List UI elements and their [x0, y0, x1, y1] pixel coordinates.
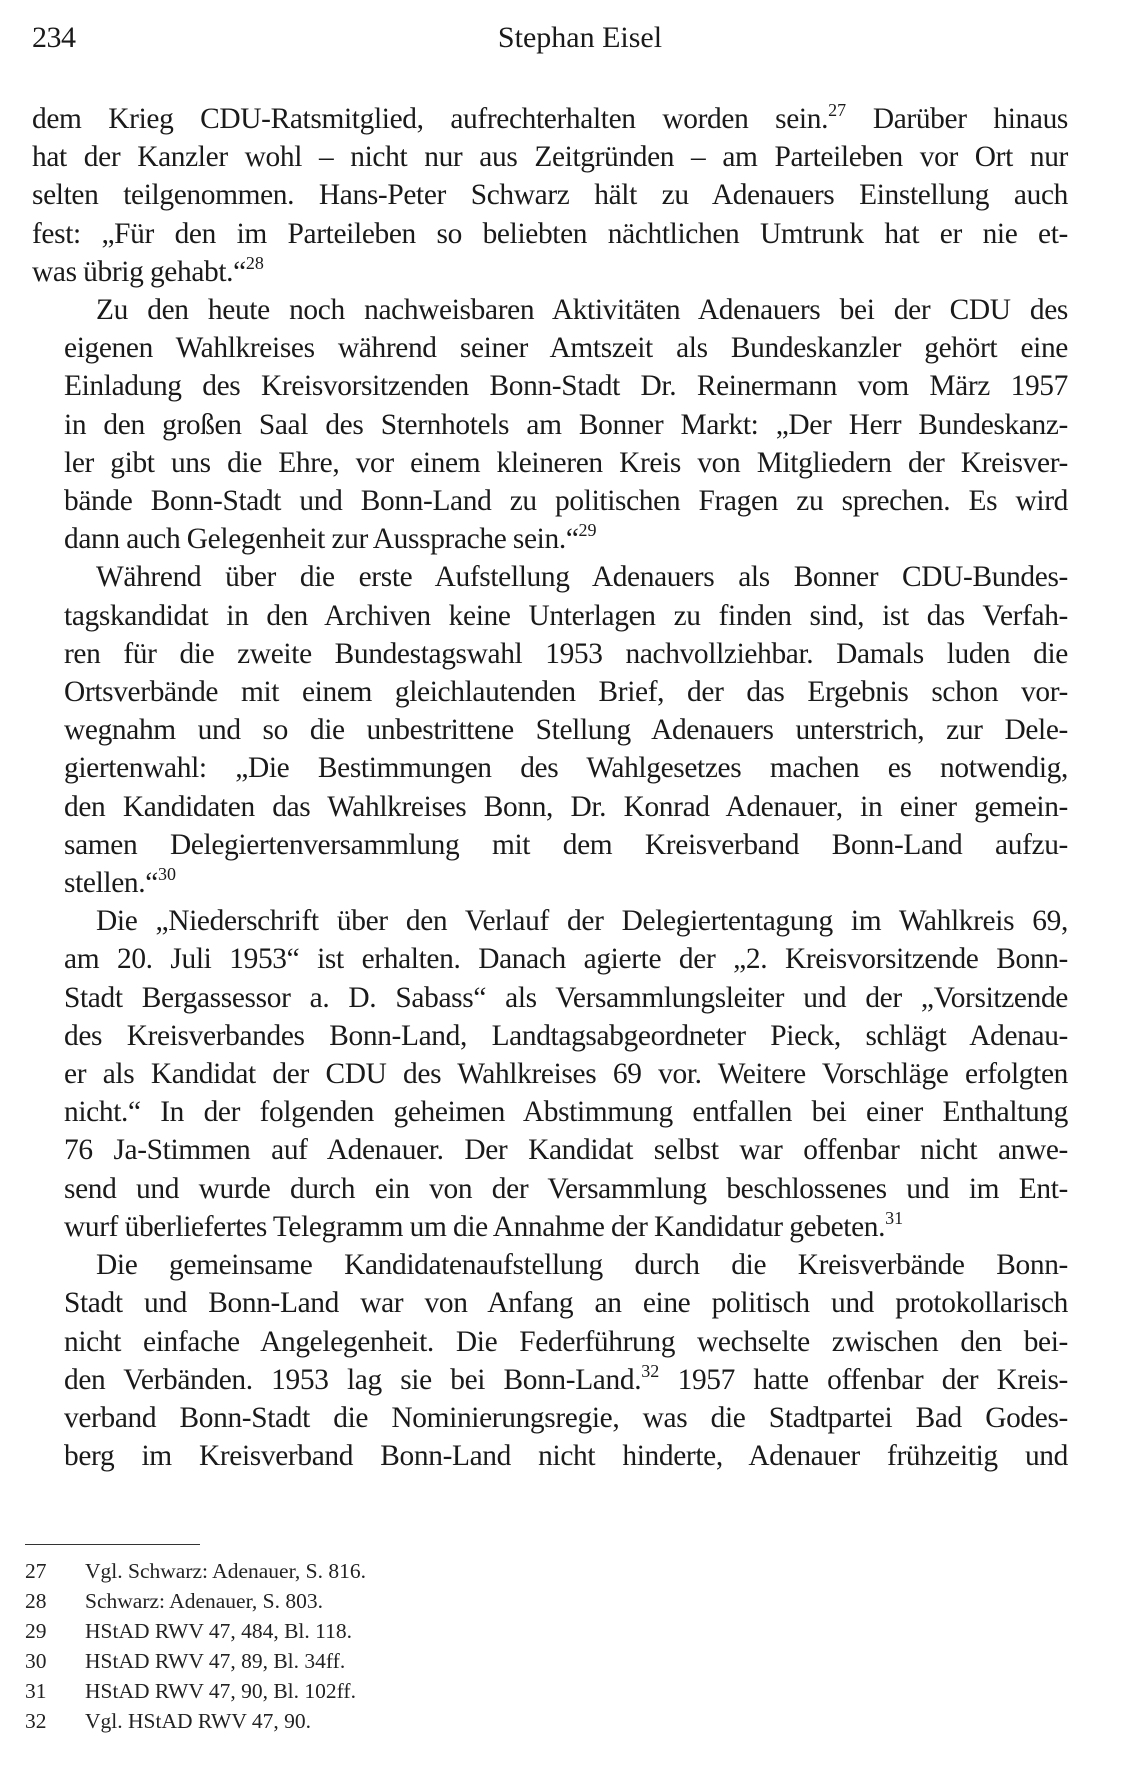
text-segment: eigenen Wahlkreises während seiner Amtszeit als Bundeskanzler gehört eine	[64, 332, 1068, 365]
footnote-text: Vgl. Schwarz: Adenauer, S. 816.	[85, 1559, 366, 1583]
text-line	[32, 1208, 1068, 1246]
text-segment: Ortsverbände mit einem gleichlautenden Brief, der das Ergebnis schon vor-	[64, 676, 1068, 709]
text-segment: Zu den heute noch nachweisbaren Aktivitäten Adenauers bei der CDU des	[96, 294, 1068, 327]
text-line	[32, 482, 1068, 520]
text-line	[32, 329, 1068, 367]
body-text	[32, 100, 1068, 1475]
footnote-text: HStAD RWV 47, 89, Bl. 34ff.	[85, 1649, 346, 1673]
text-segment: 76 Ja-Stimmen auf Adenauer. Der Kandidat selbst war offenbar nicht anwe-	[64, 1134, 1068, 1167]
text-segment: dann auch Gelegenheit zur Aussprache sein.“	[64, 523, 579, 556]
text-segment: Stadt Bergassessor a. D. Sabass“ als Versammlungsleiter und der „Vorsitzende	[64, 981, 1068, 1014]
text-segment: nicht einfache Angelegenheit. Die Federführung wechselte zwischen den bei-	[64, 1325, 1068, 1358]
running-title-author: Stephan Eisel	[497, 21, 663, 54]
text-segment: bände Bonn-Stadt und Bonn-Land zu politischen Fragen zu sprechen. Es wird	[64, 485, 1068, 518]
footnote-reference[interactable]: 31	[885, 1207, 904, 1228]
footnote	[25, 1616, 625, 1646]
text-segment: Die gemeinsame Kandidatenaufstellung durch die Kreisverbände Bonn-	[96, 1249, 1068, 1282]
text-line	[32, 1055, 1068, 1093]
text-line	[32, 1399, 1068, 1437]
footnote-reference[interactable]: 27	[828, 100, 847, 120]
text-segment: wurf überliefertes Telegramm um die Annahme der Kandidatur gebeten.	[64, 1210, 886, 1243]
footnote-text: HStAD RWV 47, 484, Bl. 118.	[85, 1619, 352, 1643]
footnote-text: Vgl. HStAD RWV 47, 90.	[85, 1709, 311, 1733]
text-segment: den Kandidaten das Wahlkreises Bonn, Dr. Konrad Adenauer, in einer gemein-	[64, 790, 1068, 823]
text-line	[32, 1246, 1068, 1284]
footnote-number: 31	[25, 1679, 47, 1703]
footnote	[25, 1556, 625, 1586]
text-segment: Während über die erste Aufstellung Adenauers als Bonner CDU-Bundes-	[96, 561, 1068, 594]
footnotes	[25, 1556, 625, 1736]
text-segment: in den großen Saal des Sternhotels am Bonner Markt: „Der Herr Bundeskanz-	[64, 408, 1068, 441]
text-segment: er als Kandidat der CDU des Wahlkreises 69 vor. Weitere Vorschläge erfolgten	[64, 1058, 1068, 1091]
paragraph	[32, 100, 1068, 291]
text-line	[32, 711, 1068, 749]
text-segment: was übrig gehabt.“	[32, 255, 246, 288]
text-line	[32, 826, 1068, 864]
text-segment: Die „Niederschrift über den Verlauf der Delegiertentagung im Wahlkreis 69,	[96, 905, 1068, 938]
text-segment: dem Krieg CDU-Ratsmitglied, aufrechterhalten worden sein.	[32, 103, 829, 135]
text-line	[32, 1437, 1068, 1475]
text-segment: wegnahm und so die unbestrittene Stellung Adenauers unterstrich, zur Dele-	[64, 714, 1068, 747]
text-line	[32, 291, 1068, 329]
paragraph	[32, 1246, 1068, 1475]
paragraph	[32, 291, 1068, 558]
text-segment: nicht.“ In der folgenden geheimen Abstimmung entfallen bei einer Enthaltung	[64, 1096, 1068, 1129]
text-line	[32, 788, 1068, 826]
text-line	[32, 520, 1068, 558]
text-segment: Stadt und Bonn-Land war von Anfang an eine politisch und protokollarisch	[64, 1287, 1068, 1320]
text-segment: fest: „Für den im Parteileben so beliebten nächtlichen Umtrunk hat er nie et-	[32, 217, 1068, 250]
text-segment: berg im Kreisverband Bonn-Land nicht hinderte, Adenauer frühzeitig und	[64, 1440, 1068, 1473]
footnote-reference[interactable]: 32	[641, 1360, 660, 1381]
text-line	[32, 864, 1068, 902]
text-line	[32, 1170, 1068, 1208]
text-line	[32, 138, 1068, 176]
text-line	[32, 1284, 1068, 1322]
text-segment: send und wurde durch ein von der Versammlung beschlossenes und im Ent-	[64, 1172, 1068, 1205]
page-number: 234	[32, 21, 76, 54]
footnote-reference[interactable]: 30	[157, 864, 176, 885]
footnote-number: 29	[25, 1619, 47, 1643]
footnote-number: 28	[25, 1589, 47, 1613]
footnote-text: Schwarz: Adenauer, S. 803.	[85, 1589, 323, 1613]
footnote	[25, 1586, 625, 1616]
footnote-number: 32	[25, 1709, 47, 1733]
text-segment: ren für die zweite Bundestagswahl 1953 nachvollziehbar. Damals luden die	[64, 637, 1068, 670]
footnote	[25, 1646, 625, 1676]
text-segment: selten teilgenommen. Hans-Peter Schwarz hält zu Adenauers Einstellung auch	[32, 179, 1068, 212]
text-line	[32, 1131, 1068, 1169]
paragraph	[32, 558, 1068, 902]
text-line	[32, 406, 1068, 444]
footnote	[25, 1676, 625, 1706]
text-segment: Darüber hinaus	[846, 103, 1069, 135]
text-segment: des Kreisverbandes Bonn-Land, Landtagsabgeordneter Pieck, schlägt Adenau-	[64, 1019, 1068, 1052]
text-line	[32, 558, 1068, 596]
text-line	[32, 367, 1068, 405]
footnote-number: 30	[25, 1649, 47, 1673]
footnote-separator	[25, 1544, 200, 1545]
footnote-text: HStAD RWV 47, 90, Bl. 102ff.	[85, 1679, 356, 1703]
text-line	[32, 215, 1068, 253]
text-line	[32, 1017, 1068, 1055]
footnote-reference[interactable]: 29	[578, 520, 597, 541]
text-segment: giertenwahl: „Die Bestimmungen des Wahlgesetzes machen es notwendig,	[64, 752, 1068, 785]
text-line	[32, 749, 1068, 787]
text-segment: hat der Kanzler wohl – nicht nur aus Zeitgründen – am Parteileben vor Ort nur	[32, 141, 1068, 174]
text-line	[32, 902, 1068, 940]
text-line	[32, 176, 1068, 214]
text-line	[32, 597, 1068, 635]
footnote-number: 27	[25, 1559, 47, 1583]
text-segment: tagskandidat in den Archiven keine Unterlagen zu finden sind, ist das Verfah-	[64, 599, 1068, 632]
footnote	[25, 1706, 625, 1736]
text-line	[32, 940, 1068, 978]
text-line	[32, 1093, 1068, 1131]
text-line	[32, 673, 1068, 711]
text-segment: Einladung des Kreisvorsitzenden Bonn-Stadt Dr. Reinermann vom März 1957	[64, 370, 1068, 403]
text-line	[32, 635, 1068, 673]
text-line	[32, 979, 1068, 1017]
text-segment: 1957 hatte offenbar der Kreis-	[659, 1363, 1068, 1396]
text-line	[32, 253, 1068, 291]
footnote-reference[interactable]: 28	[245, 252, 264, 273]
paragraph	[32, 902, 1068, 1246]
text-segment: ler gibt uns die Ehre, vor einem kleineren Kreis von Mitgliedern der Kreisver-	[64, 446, 1068, 479]
text-segment: stellen.“	[64, 867, 158, 900]
text-segment: den Verbänden. 1953 lag sie bei Bonn-Land.	[64, 1363, 642, 1396]
text-line	[32, 100, 1068, 138]
text-line	[32, 1361, 1068, 1399]
text-segment: verband Bonn-Stadt die Nominierungsregie, was die Stadtpartei Bad Godes-	[64, 1401, 1068, 1434]
text-line	[32, 1323, 1068, 1361]
text-line	[32, 444, 1068, 482]
text-segment: samen Delegiertenversammlung mit dem Kreisverband Bonn-Land aufzu-	[64, 828, 1068, 861]
running-head	[32, 16, 1068, 60]
text-segment: am 20. Juli 1953“ ist erhalten. Danach agierte der „2. Kreisvorsitzende Bonn-	[64, 943, 1068, 976]
